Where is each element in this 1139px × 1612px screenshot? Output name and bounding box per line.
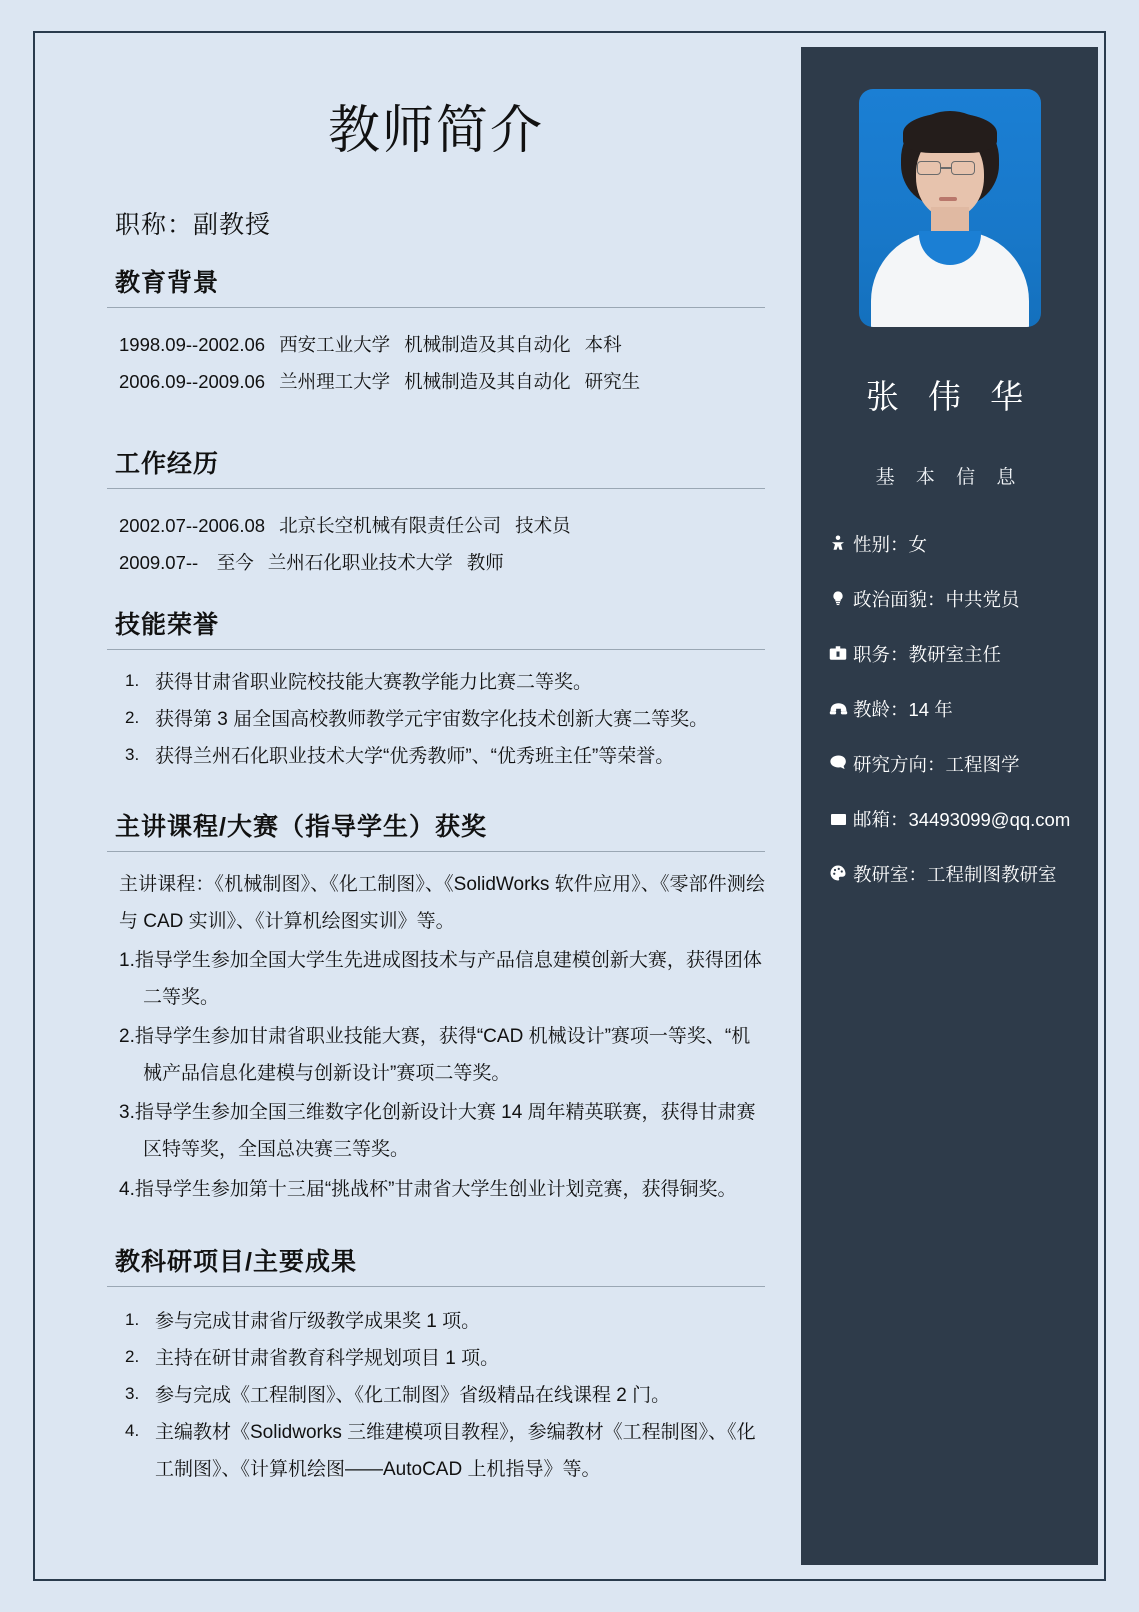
research-item-0: 参与完成甘肃省厅级教学成果奖 1 项。 <box>155 1310 481 1332</box>
list-item: 1. 获得甘肃省职业院校技能大赛教学能力比赛二等奖。 <box>125 671 593 693</box>
info-label-email: 邮箱：34493099@qq.com <box>853 809 1071 830</box>
person-name: 张 伟 华 <box>865 378 1034 415</box>
main-column <box>71 66 801 1612</box>
education-major-0: 机械制造及其自动化 <box>404 334 571 355</box>
section-heading-courses: 主讲课程/大赛（指导学生）获奖 <box>115 813 487 842</box>
phone-icon <box>823 700 853 719</box>
education-major-1: 机械制造及其自动化 <box>404 371 571 392</box>
work-role-0: 技术员 <box>515 515 571 536</box>
info-label-teaching-years: 教龄：14 年 <box>853 699 953 720</box>
education-school-0: 西安工业大学 <box>279 334 391 355</box>
section-heading-research: 教科研项目/主要成果 <box>115 1247 357 1276</box>
honors-list <box>71 664 801 775</box>
palette-icon <box>823 864 853 885</box>
list-item: 1.指导学生参加全国大学生先进成图技术与产品信息建模创新大赛，获得团体二等奖。 <box>119 950 762 1009</box>
job-rank: 职称：副教授 <box>115 211 272 239</box>
list-item: 1. 参与完成甘肃省厅级教学成果奖 1 项。 <box>125 1309 481 1332</box>
page-frame <box>33 31 1106 1581</box>
info-row-office <box>823 861 1098 887</box>
info-label-political: 政治面貌：中共党员 <box>853 589 1020 610</box>
section-heading-education: 教育背景 <box>115 269 220 297</box>
list-item: 2. 主持在研甘肃省教育科学规划项目 1 项。 <box>125 1346 500 1369</box>
divider <box>107 851 765 852</box>
education-school-1: 兰州理工大学 <box>279 371 391 392</box>
info-row-teaching-years <box>823 696 1098 722</box>
avatar-mouth <box>939 197 957 201</box>
education-rows <box>71 326 801 400</box>
info-row-political <box>823 586 1098 612</box>
mail-icon <box>823 811 853 828</box>
bulb-icon <box>823 589 853 610</box>
badge-icon <box>823 645 853 664</box>
avatar-fringe <box>903 113 997 153</box>
divider <box>107 1286 765 1287</box>
page-title: 教师简介 <box>327 102 544 160</box>
table-row <box>119 363 765 400</box>
info-row-research <box>823 751 1098 777</box>
list-item: 4. 主编教材《Solidworks 三维建模项目教程》，参编教材《工程制图》、《化工制图》、《计算机绘图——AutoCAD 上机指导》等。 <box>125 1420 756 1480</box>
table-row <box>119 326 765 363</box>
info-row-email <box>823 806 1098 832</box>
glasses-icon <box>917 161 941 175</box>
education-period-0: 1998.09--2002.06 <box>119 334 266 355</box>
work-period-1: 2009.07-- 至今 <box>119 552 254 573</box>
avatar <box>859 89 1041 327</box>
list-item: 3. 获得兰州石化职业技术大学“优秀教师”、“优秀班主任”等荣誉。 <box>125 745 675 768</box>
divider <box>107 649 765 650</box>
person-icon <box>823 534 853 555</box>
research-item-1: 主持在研甘肃省教育科学规划项目 1 项。 <box>155 1347 500 1369</box>
table-row <box>119 507 765 544</box>
sidebar <box>801 47 1098 1565</box>
info-label-gender: 性别：女 <box>853 534 928 555</box>
sidebar-subtitle: 基 本 信 息 <box>875 467 1024 488</box>
basic-info-list <box>801 531 1098 887</box>
work-period-0: 2002.07--2006.08 <box>119 515 266 536</box>
info-label-office: 教研室：工程制图教研室 <box>853 864 1057 885</box>
courses-awards-list <box>71 942 801 1207</box>
education-degree-0: 本科 <box>584 334 622 355</box>
work-rows <box>71 507 801 581</box>
glasses-icon <box>951 161 975 175</box>
info-row-gender <box>823 531 1098 557</box>
research-item-2: 参与完成《工程制图》、《化工制图》省级精品在线课程 2 门。 <box>155 1384 671 1406</box>
honors-item-1: 获得第 3 届全国高校教师教学元宇宙数字化技术创新大赛二等奖。 <box>155 709 709 731</box>
list-item: 2.指导学生参加甘肃省职业技能大赛，获得“CAD 机械设计”赛项一等奖、“机械产品信息化建模与创新设计”赛项二等奖。 <box>119 1026 751 1085</box>
research-list <box>71 1303 801 1488</box>
work-org-0: 北京长空机械有限责任公司 <box>279 515 502 536</box>
list-item: 3. 参与完成《工程制图》、《化工制图》省级精品在线课程 2 门。 <box>125 1383 671 1406</box>
work-org-1: 兰州石化职业技术大学 <box>267 552 453 573</box>
education-period-1: 2006.09--2009.06 <box>119 371 266 392</box>
list-item: 4.指导学生参加第十三届“挑战杯”甘肃省大学生创业计划竞赛，获得铜奖。 <box>119 1178 737 1200</box>
section-heading-work: 工作经历 <box>115 450 220 478</box>
info-label-position: 职务：教研室主任 <box>853 644 1002 665</box>
divider <box>107 488 765 489</box>
info-label-research: 研究方向：工程图学 <box>853 754 1020 775</box>
honors-item-2: 获得兰州石化职业技术大学“优秀教师”、“优秀班主任”等荣誉。 <box>155 746 675 768</box>
courses-paragraph: 主讲课程：《机械制图》、《化工制图》、《SolidWorks 软件应用》、《零部件测绘与 CAD 实训》、《计算机绘图实训》等。 <box>119 874 765 933</box>
chat-icon <box>823 754 853 774</box>
section-heading-honors: 技能荣誉 <box>115 611 220 639</box>
list-item: 3.指导学生参加全国三维数字化创新设计大赛 14 周年精英联赛，获得甘肃赛区特等奖，全国总决赛三等奖。 <box>119 1102 756 1161</box>
education-degree-1: 研究生 <box>584 371 641 392</box>
list-item: 2. 获得第 3 届全国高校教师教学元宇宙数字化技术创新大赛二等奖。 <box>125 708 709 731</box>
work-role-1: 教师 <box>466 552 504 573</box>
glasses-bridge <box>941 167 951 169</box>
info-row-position <box>823 641 1098 667</box>
divider <box>107 307 765 308</box>
research-item-3: 主编教材《Solidworks 三维建模项目教程》，参编教材《工程制图》、《化工制图》、《计算机绘图——AutoCAD 上机指导》等。 <box>155 1421 756 1480</box>
honors-item-0: 获得甘肃省职业院校技能大赛教学能力比赛二等奖。 <box>155 672 593 693</box>
table-row <box>119 544 765 581</box>
